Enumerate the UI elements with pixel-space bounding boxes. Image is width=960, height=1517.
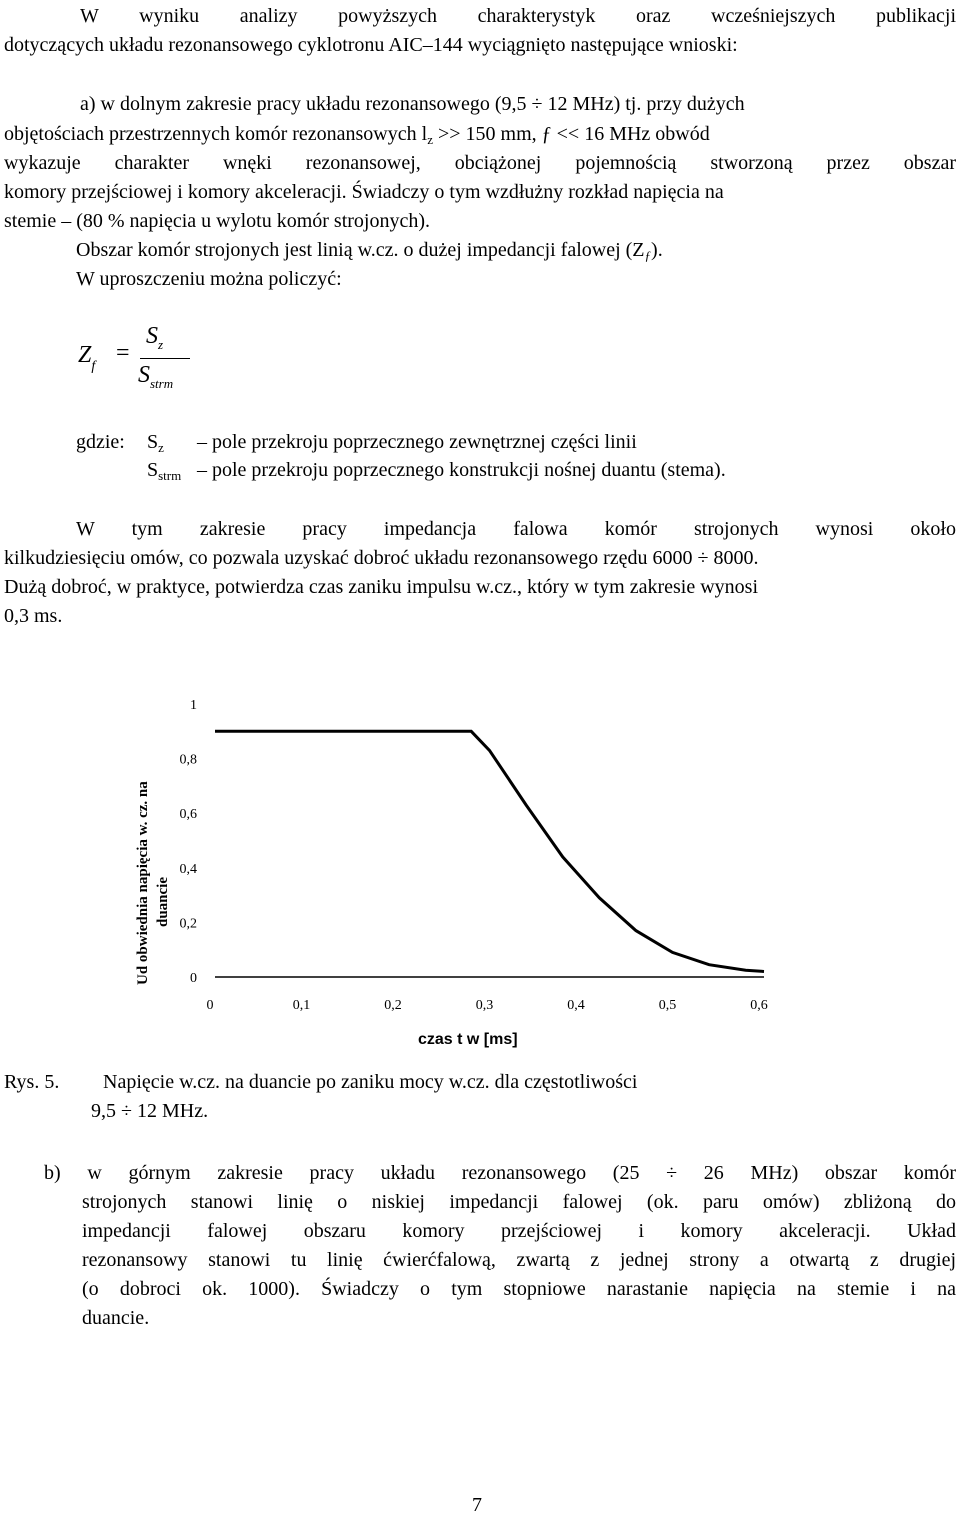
where-sz-desc: – pole przekroju poprzecznego zewnętrznej części linii bbox=[197, 431, 637, 453]
caption-line-1: Napięcie w.cz. na duancie po zaniku mocy w.cz. dla częstotliwości bbox=[103, 1071, 638, 1093]
y-tick-label: 0,4 bbox=[179, 861, 197, 877]
para-a-line-6 bbox=[76, 238, 663, 268]
para-a-line-6-end: ). bbox=[651, 239, 663, 261]
para-b-line-4: rezonansowy stanowi tu linię ćwierćfalową, zwartą z jednej strony a otwartą z drugiej bbox=[82, 1249, 956, 1271]
where-sstrm-sub: strm bbox=[158, 468, 182, 483]
para-a-line-3: wykazuje charakter wnęki rezonansowej, obciążonej pojemnością stworzoną przez obszar bbox=[4, 152, 956, 174]
formula-lhs bbox=[78, 342, 95, 375]
y-tick-labels bbox=[180, 698, 198, 986]
y-tick-label: 0 bbox=[190, 971, 197, 986]
x-tick-label: 0,3 bbox=[475, 998, 494, 1013]
intro-line-1: W wyniku analizy powyższych charakterystyk oraz wcześniejszych publikacji bbox=[80, 5, 956, 27]
y-tick-label: 0,8 bbox=[179, 752, 197, 768]
formula-den-sub: strm bbox=[150, 376, 174, 391]
para-a-line-4: komory przejściowej i komory akceleracji. Świadczy o tym wzdłużny rozkład napięcia na bbox=[4, 181, 724, 203]
voltage-decay-chart bbox=[0, 680, 960, 1080]
para-b-line-3: impedancji falowej obszaru komory przejściowej i komory akceleracji. Układ bbox=[82, 1220, 956, 1242]
where-label: gdzie: bbox=[76, 431, 125, 453]
y-axis-title-line-1: Ud obwiednia napięcia w. cz. na bbox=[135, 781, 151, 985]
where-sz-symbol bbox=[147, 430, 164, 460]
x-tick-label: 0,6 bbox=[750, 998, 768, 1013]
formula-num-sub: z bbox=[158, 337, 164, 352]
y-axis-title-line-2: duancie bbox=[155, 876, 171, 927]
where-sstrm-symbol bbox=[147, 458, 181, 488]
y-tick-label: 0,6 bbox=[179, 807, 197, 823]
para-a-line-7: W uproszczeniu można policzyć: bbox=[76, 268, 342, 290]
para-a-line-6-text: Obszar komór strojonych jest linią w.cz. o dużej impedancji falowej (Z bbox=[76, 239, 645, 261]
para-imp-line-1: W tym zakresie pracy impedancja falowa komór strojonych wynosi około bbox=[76, 518, 956, 540]
x-axis-title: czas t w [ms] bbox=[418, 1031, 518, 1048]
caption-label: Rys. 5. bbox=[4, 1071, 60, 1093]
x-tick-label: 0 bbox=[206, 998, 214, 1013]
zf-subscript: ƒ bbox=[644, 248, 652, 263]
intro-line-2: dotyczących układu rezonansowego cyklotronu AIC–144 wyciągnięto następujące wnioski: bbox=[4, 34, 738, 56]
para-b-line-1: b) w górnym zakresie pracy układu rezonansowego (25 ÷ 26 MHz) obszar komór bbox=[44, 1162, 956, 1184]
para-a-line-5: stemie – (80 % napięcia u wylotu komór strojonych). bbox=[4, 210, 431, 232]
series-line bbox=[215, 731, 764, 971]
page-number: 7 bbox=[472, 1494, 482, 1516]
y-tick-label: 1 bbox=[190, 698, 197, 713]
formula-num-s: S bbox=[146, 323, 158, 349]
caption-line-2: 9,5 ÷ 12 MHz. bbox=[91, 1100, 209, 1122]
formula-denominator bbox=[138, 362, 173, 392]
x-tick-label: 0,5 bbox=[658, 998, 677, 1013]
para-b-line-6: duancie. bbox=[82, 1307, 150, 1329]
x-tick-label: 0,1 bbox=[292, 998, 311, 1013]
y-tick-label: 0,2 bbox=[179, 916, 197, 932]
formula-equals: = bbox=[116, 340, 130, 366]
para-a-line-2 bbox=[4, 122, 710, 152]
para-imp-line-2: kilkudziesięciu omów, co pozwala uzyskać dobroć układu rezonansowego rzędu 6000 ÷ 8000. bbox=[4, 547, 759, 569]
x-tick-label: 0,2 bbox=[384, 998, 402, 1013]
para-imp-line-4: 0,3 ms. bbox=[4, 605, 63, 627]
formula-fraction-bar bbox=[140, 358, 190, 359]
formula-lhs-sub: f bbox=[91, 359, 96, 374]
para-a-line-2-text: objętościach przestrzennych komór rezonansowych l bbox=[4, 123, 428, 145]
para-b-line-2: strojonych stanowi linię o niskiej impedancji falowej (ok. paru omów) zbliżoną do bbox=[82, 1191, 956, 1213]
formula-den-s: S bbox=[138, 362, 150, 388]
where-sstrm-s: S bbox=[147, 459, 159, 481]
para-b-line-5: (o dobroci ok. 1000). Świadczy o tym stopniowe narastanie napięcia na stemie i na bbox=[82, 1278, 956, 1300]
formula-numerator bbox=[146, 323, 163, 353]
lz-subscript: z bbox=[427, 132, 433, 147]
y-axis-title bbox=[135, 781, 171, 985]
formula-lhs-z: Z bbox=[78, 342, 92, 368]
para-a-line-2-rest: >> 150 mm, ƒ << 16 MHz obwód bbox=[432, 123, 710, 145]
where-sz-sub: z bbox=[158, 440, 164, 455]
where-sstrm-desc: – pole przekroju poprzecznego konstrukcji nośnej duantu (stema). bbox=[197, 459, 726, 481]
para-a-line-1: a) w dolnym zakresie pracy układu rezonansowego (9,5 ÷ 12 MHz) tj. przy dużych bbox=[80, 93, 745, 115]
x-tick-labels bbox=[207, 998, 768, 1013]
para-imp-line-3: Dużą dobroć, w praktyce, potwierdza czas zaniku impulsu w.cz., który w tym zakresie wynosi bbox=[4, 576, 759, 598]
x-tick-label: 0,4 bbox=[567, 998, 585, 1013]
where-sz-s: S bbox=[147, 431, 159, 453]
